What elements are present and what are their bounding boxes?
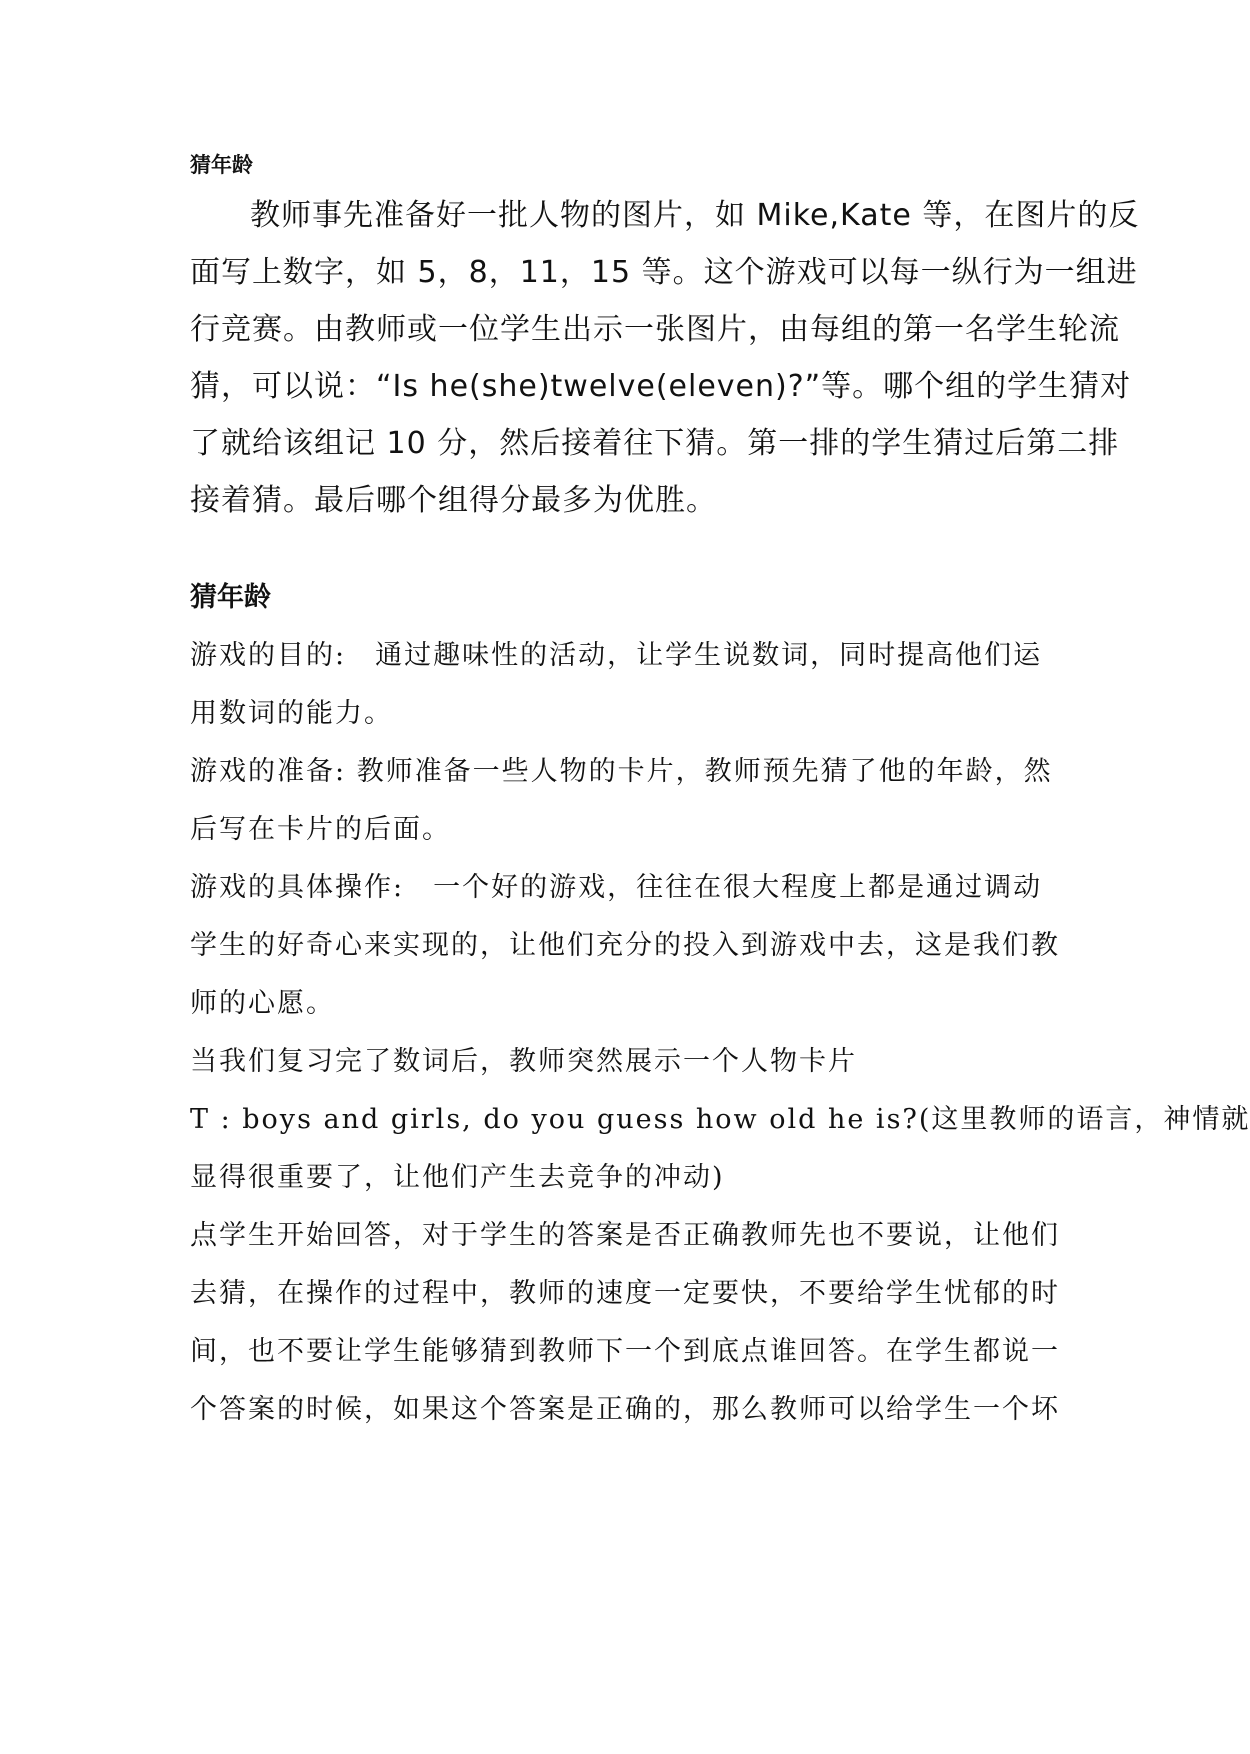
section2-line-1: 游戏的目的: 通过趣味性的活动，让学生说数词，同时提高他们运 — [190, 640, 1043, 671]
section2-line-5: 游戏的具体操作: 一个好的游戏，往往在很大程度上都是通过调动 — [190, 872, 1043, 903]
section2-line-7: 师的心愿。 — [190, 988, 335, 1019]
section1-line-5: 了就给该组记 10 分，然后接着往下猜。第一排的学生猜过后第二排 — [190, 426, 1120, 461]
section2-line-4: 后写在卡片的后面。 — [190, 814, 451, 845]
section1-line-2: 面写上数字，如 5，8，11，15 等。这个游戏可以每一纵行为一组进 — [190, 255, 1138, 290]
section2-line-6: 学生的好奇心来实现的，让他们充分的投入到游戏中去，这是我们教 — [190, 930, 1060, 961]
section2-line-13: 间，也不要让学生能够猜到教师下一个到底点谁回答。在学生都说一 — [190, 1336, 1060, 1367]
section2-line-11: 点学生开始回答，对于学生的答案是否正确教师先也不要说，让他们 — [190, 1220, 1060, 1251]
section2-line-10: 显得很重要了，让他们产生去竞争的冲动) — [190, 1162, 725, 1193]
section1-title: 猜年龄 — [190, 153, 253, 177]
section2-line-14: 个答案的时候，如果这个答案是正确的，那么教师可以给学生一个坏 — [190, 1394, 1060, 1425]
section2-line-12: 去猜，在操作的过程中，教师的速度一定要快，不要给学生忧郁的时 — [190, 1278, 1060, 1309]
section2-line-8: 当我们复习完了数词后，教师突然展示一个人物卡片 — [190, 1046, 857, 1077]
section1-line-4: 猜，可以说：“Is he(she)twelve(eleven)?”等。哪个组的学生猜对 — [190, 369, 1132, 404]
section1-line-6: 接着猜。最后哪个组得分最多为优胜。 — [190, 483, 717, 518]
section2-line-2: 用数词的能力。 — [190, 698, 393, 729]
section2-title: 猜年龄 — [190, 582, 271, 613]
section1-line-3: 行竞赛。由教师或一位学生出示一张图片，由每组的第一名学生轮流 — [190, 312, 1120, 347]
section1-line-1: 教师事先准备好一批人物的图片，如 Mike,Kate 等，在图片的反 — [250, 198, 1140, 233]
section2-line-3: 游戏的准备: 教师准备一些人物的卡片，教师预先猜了他的年龄，然 — [190, 756, 1053, 787]
section2-line-9: T : boys and girls, do you guess how old he is?(这里教师的语言，神情就 — [190, 1104, 1250, 1135]
